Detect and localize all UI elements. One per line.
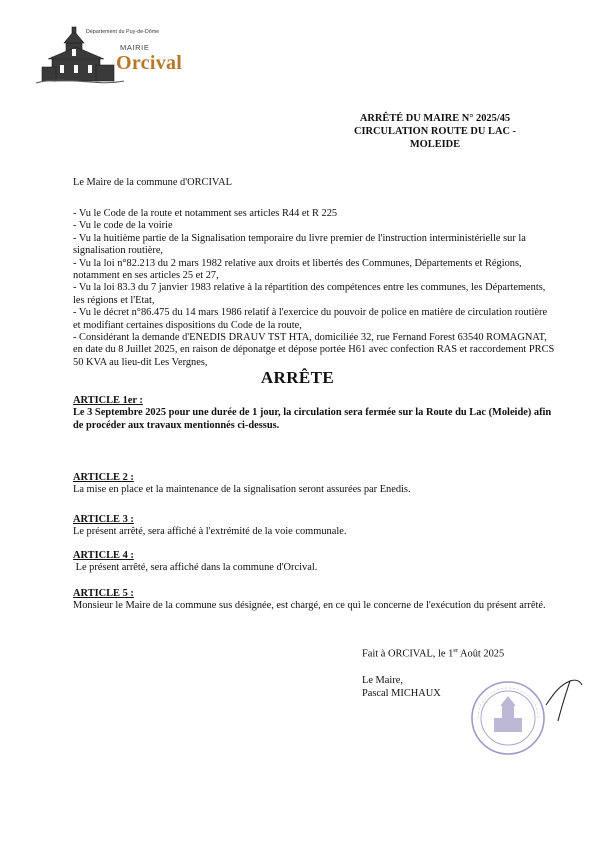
- consideration-item: - Vu le code de la voirie: [73, 220, 173, 232]
- article-text: Monsieur le Maire de la commune sus désignée, est chargé, en ce qui le concerne de l'exécution du présent arrêté.: [73, 600, 546, 611]
- considerations-list: [73, 208, 555, 369]
- title-line-2: CIRCULATION ROUTE DU LAC -: [353, 126, 517, 137]
- decision-heading: ARRÊTE: [260, 368, 335, 387]
- article-4: [73, 550, 555, 574]
- article-5: [73, 588, 555, 612]
- place-date-sup: er: [453, 648, 458, 654]
- logo-mairie-label: MAIRIE: [120, 43, 150, 52]
- place-date-prefix: Fait à ORCIVAL, le 1: [362, 648, 454, 660]
- consideration-item: - Considérant la demande d'ENEDIS DRAUV TST HTA, domiciliée 32, rue Fernand Forest 63540 ROMAGNAT, en date du 8 Juillet 2025, en raison de déponatge et dépose portée H61 avec confection RAS et raccordement PRCS 50 KVA au lieu-dit Les Vergnes,: [73, 332, 555, 368]
- article-3: [73, 514, 555, 538]
- article-heading: ARTICLE 3 :: [73, 514, 134, 525]
- place-date: [362, 648, 504, 659]
- signatory-role: Le Maire,: [362, 675, 403, 686]
- signatory-name: Pascal MICHAUX: [362, 687, 441, 699]
- logo-tagline: Département du Puy-de-Dôme: [86, 29, 160, 35]
- article-heading: ARTICLE 2 :: [73, 472, 134, 483]
- article-text: Le présent arrêté, sera affiché à l'extrémité de la voie communale.: [73, 526, 347, 537]
- article-2: [73, 472, 555, 496]
- consideration-item: - Vu la loi 83.3 du 7 janvier 1983 relative à la répartition des compétences entre les communes, les Départements, les régions et l'Etat,: [73, 282, 546, 306]
- article-1: [73, 395, 555, 432]
- article-heading: ARTICLE 5 :: [73, 588, 134, 599]
- title-line-1: ARRÊTÉ DU MAIRE N° 2025/45: [359, 113, 511, 124]
- consideration-item: - Vu le décret n°86.475 du 14 mars 1986 relatif à l'exercice du pouvoir de police en matière de circulation routière et modifiant certaines dispositions du Code de la route,: [73, 307, 548, 331]
- logo-commune-name: Orcival: [116, 52, 183, 74]
- official-stamp: [468, 678, 548, 758]
- consideration-item: - Vu la loi n°82.213 du 2 mars 1982 relative aux droits et libertés des Communes, Départements et Régions, notamment en ses articles 25 et 27,: [73, 257, 522, 282]
- article-text: La mise en place et la maintenance de la signalisation seront assurées par Enedis.: [73, 484, 411, 495]
- signatory: [362, 675, 441, 700]
- article-heading: ARTICLE 1er :: [73, 395, 143, 406]
- consideration-item: - Vu le Code de la route et notamment ses articles R44 et R 225: [73, 208, 338, 219]
- consideration-item: - Vu la huitième partie de la Signalisation temporaire du livre premier de l'instruction interministérielle sur la signalisation routière,: [73, 232, 526, 257]
- article-heading: ARTICLE 4 :: [73, 550, 134, 561]
- handwritten-signature: [540, 675, 585, 725]
- place-date-suffix: Août 2025: [457, 648, 505, 660]
- intro-line: Le Maire de la commune d'ORCIVAL: [73, 177, 232, 188]
- document-title: [332, 112, 538, 151]
- title-line-3: MOLEIDE: [409, 139, 461, 150]
- article-text: Le présent arrêté, sera affiché dans la commune d'Orcival.: [73, 562, 318, 573]
- article-text: Le 3 Septembre 2025 pour une durée de 1 jour, la circulation sera fermée sur la Route du Lac (Moleide) afin de procéder aux travaux mentionnés ci-dessus.: [73, 407, 552, 431]
